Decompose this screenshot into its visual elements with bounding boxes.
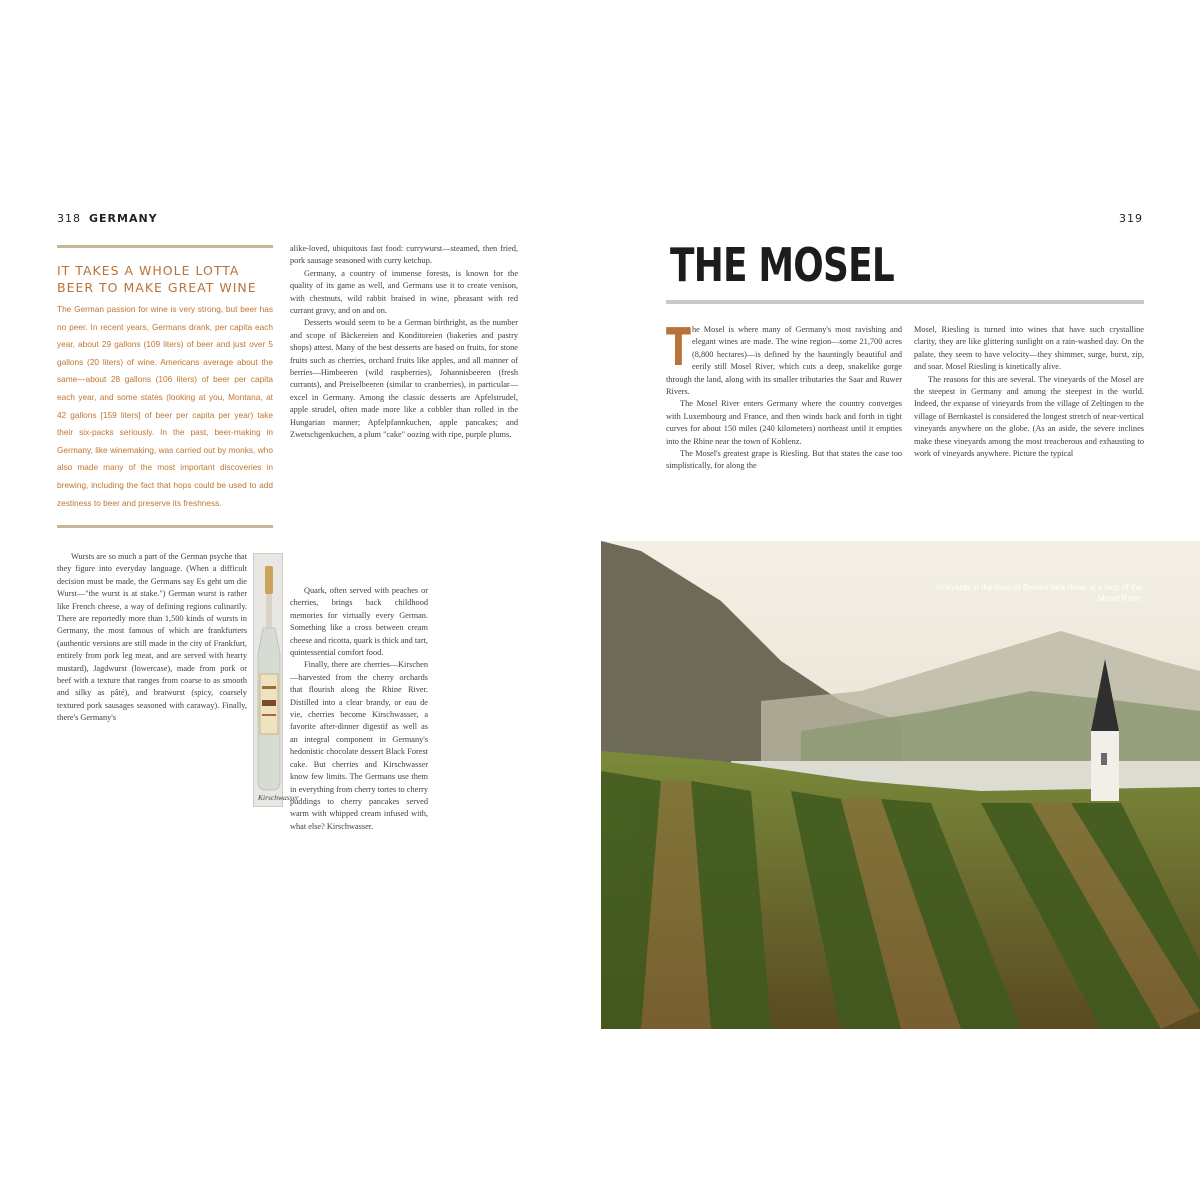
paragraph: Wursts are so much a part of the German psyche that they figure into everyday language. (When a difficult decision must be made, the Germans say Es geht um die Wurst—"the wurst is at stake.") German wurst is rather like French cheese, a way of defining regions culinarily. There are reportedly more than 1,500 kinds of wursts in Germany, the most famous of which are frankfurters (authentic versions are still made in the city of Frankfurt, entirely from pork leg meat, and are served with hearty mustard), Jagdwurst (lowercase), made from pork or beef with a texture that ranges from coarse to as smooth and silky as pâté), and bratwurst (spicy, coarsely textured pork sausages seasoned with caraway). Finally, there's Germany's — [57, 552, 247, 723]
beer-sidebar — [57, 245, 273, 528]
left-column-3 — [290, 585, 428, 833]
right-column-1 — [666, 318, 902, 473]
paragraph: Finally, there are cherries—Kirschen—harvested from the cherry orchards that flourish along the Rhine River. Distilled into a clear brandy, or eau de vie, cherries become Kirschwasser, a favorite after-dinner digestif as well as an integral component in Germany's hedonistic chocolate dessert Black Forest cake. But cherries and Kirschwasser know few limits. The Germans use them in everything from cherry tortes to cherry puddings to cherry pancakes served warm with whipped cream infused with, what else? Kirschwasser. — [290, 660, 428, 831]
folio-left — [57, 212, 158, 225]
drop-cap: T — [666, 318, 691, 378]
paragraph: Mosel, Riesling is turned into wines that have such crystalline clarity, they are like glittering sunlight on a rain-washed day. On the palate, they seem to have velocity—they shimmer, surge, burst, zip, and soar. Mosel Riesling is kinetically alive. — [914, 325, 1144, 372]
paragraph: The Mosel River enters Germany where the country converges with Luxembourg and France, and then winds back and forth in tight curves for about 150 miles (240 kilometers) northeast until it empties into the Rhine near the town of Koblenz. — [666, 399, 902, 446]
paragraph: The Mosel's greatest grape is Riesling. But that states the case too simplistically, for along the — [666, 449, 902, 471]
paragraph: Quark, often served with peaches or cherries, brings back childhood memories for virtually every German. Something like a cross between cream cheese and ricotta, quark is thick and tart, quintessential comfort food. — [290, 586, 428, 658]
page-number-right: 319 — [1119, 212, 1143, 225]
chapter-label: GERMANY — [89, 212, 158, 225]
bottle-caption: Kirschwasser — [258, 793, 299, 802]
vineyard-photo — [601, 541, 1200, 1029]
paragraph: Germany, a country of immense forests, is known for the quality of its game as well, and Germans use it to create venison, with chestnuts, wild rabbit braised in wine, pheasant with red currant gravy, and on and on. — [290, 268, 518, 316]
left-column-2 — [290, 243, 518, 442]
title-rule — [666, 300, 1144, 304]
paragraph: The reasons for this are several. The vineyards of the Mosel are the steepest in Germany and among the steepest in the world. Indeed, the expanse of vineyards from the village of Zeltingen to the village of Bernkastel is considered the longest stretch of near-vertical vineyards anywhere on the globe. (As an aside, the severe inclines make these vineyards among the most treacherous and exhausting to work of vineyards anywhere. Picture the typical — [914, 374, 1144, 459]
photo-caption: Vineyards in the town of Bremm look down at a loop of the Mosel River. — [935, 583, 1142, 603]
paragraph: alike-loved, ubiquitous fast food: currywurst—steamed, then fried, pork sausage seasoned with curry ketchup. — [290, 244, 518, 266]
kirschwasser-bottle-photo — [253, 553, 283, 807]
left-column-1 — [57, 551, 247, 725]
page-title: THE MOSEL — [670, 238, 894, 292]
page-number-left: 318 — [57, 212, 81, 225]
mosel-vineyard-illustration — [601, 541, 1200, 1029]
sidebar-body: The German passion for wine is very strong, but beer has no peer. In recent years, Germans drank, per capita each year, about 29 gallons (109 liters) of beer and just over 5 gallons (20 liters) of wine. Americans average about the same—about 28 gallons (106 liters) of beer per capita each year, and some states (looking at you, Montana, at 42 gallons [159 liters] of beer per capita per year) take their six-packs seriously. In the past, beer-making in Germany, like winemaking, was carried out by monks, who also made many of the most important discoveries in brewing, including the fact that hops could be used to add zestiness to beer and preserve its freshness. — [57, 304, 273, 508]
paragraph: he Mosel is where many of Germany's most ravishing and elegant wines are made. The wine region—some 21,700 acres (8,800 hectares)—is defined by the hauntingly beautiful and eerily still Mosel River, which cuts a deep, snakelike gorge through the land, along with its smaller tributaries the Saar and Ruwer Rivers. — [666, 325, 902, 397]
bottle-illustration — [254, 554, 283, 807]
paragraph: Desserts would seem to be a German birthright, as the number and scope of Bäckereien and Konditoreien (bakeries and pastry shops) attest. Many of the best desserts are based on fruits, for stone fruits such as cherries, orchard fruits like apples, and all manner of berries—Himbeeren (wild raspberries), Johannisbeeren (fresh currants), and Preiselbeeren (similar to cranberries), in particular—excel in Germany. Among the classic desserts are Apfelstrudel, apple strudel, often made more like a cobbler than rolled in the Hungarian manner; Apfelpfannkuchen, apple pancakes; and Zwetschgenkuchen, a plum "cake" oozing with ripe, purple plums. — [290, 318, 518, 440]
sidebar-title: IT TAKES A WHOLE LOTTA BEER TO MAKE GREAT WINE — [57, 263, 257, 295]
right-column-2 — [914, 324, 1144, 460]
